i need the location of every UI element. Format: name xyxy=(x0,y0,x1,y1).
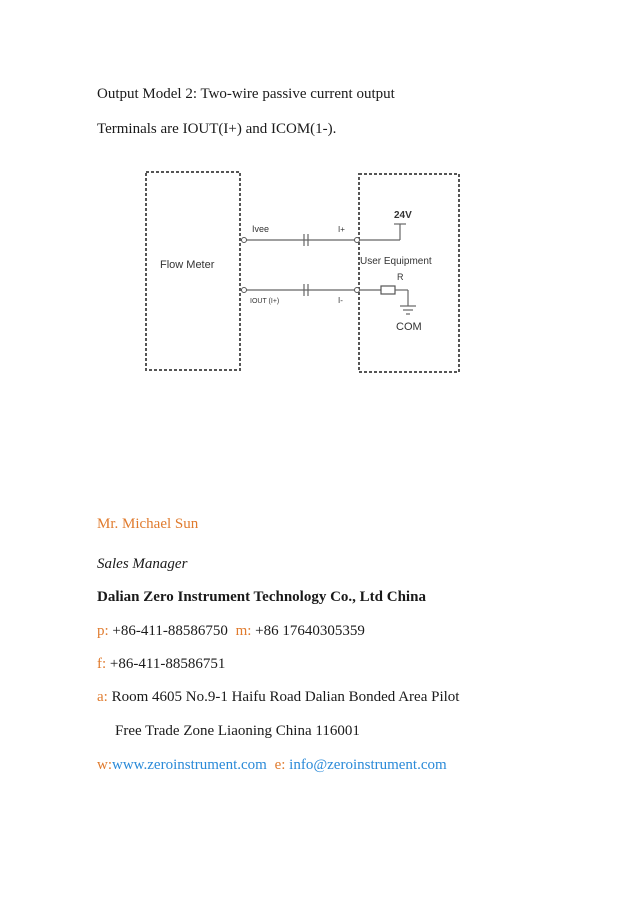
i-minus-label: I- xyxy=(338,296,343,305)
ivcc-label: Ivee xyxy=(252,224,270,234)
intro-line-1: Output Model 2: Two-wire passive current output xyxy=(97,86,395,102)
resistor-label: R xyxy=(397,272,404,282)
i-plus-label: I+ xyxy=(338,225,345,234)
address-line-2: Free Trade Zone Liaoning China 116001 xyxy=(115,723,360,739)
com-label: COM xyxy=(396,321,422,333)
company-name: Dalian Zero Instrument Technology Co., Ltd China xyxy=(97,589,426,605)
contact-title: Sales Manager xyxy=(97,556,188,572)
wiring-diagram xyxy=(140,162,465,384)
email-link[interactable]: info@zeroinstrument.com xyxy=(289,757,447,773)
phone-label: p: xyxy=(97,623,109,639)
fax-value: +86-411-88586751 xyxy=(109,656,226,672)
mobile-value: +86 17640305359 xyxy=(255,623,365,639)
email-label: e: xyxy=(274,757,286,773)
fax-label: f: xyxy=(97,656,107,672)
v24-label: 24V xyxy=(394,210,412,221)
fax-line xyxy=(97,656,225,673)
web-link[interactable]: www.zeroinstrument.com xyxy=(112,757,267,773)
iout-label: IOUT (I+) xyxy=(250,298,280,305)
intro-line-2: Terminals are IOUT(I+) and ICOM(1-). xyxy=(97,121,337,137)
mobile-label: m: xyxy=(235,623,252,639)
web-label: w: xyxy=(97,757,112,773)
address-label: a: xyxy=(97,689,108,705)
user-equipment-box xyxy=(359,174,459,372)
phone-line xyxy=(97,623,365,640)
contact-name: Mr. Michael Sun xyxy=(97,516,199,532)
web-line xyxy=(97,757,447,774)
flow-meter-label: Flow Meter xyxy=(160,259,215,271)
address-value-1: Room 4605 No.9-1 Haifu Road Dalian Bonded Area Pilot xyxy=(111,689,460,705)
flow-meter-box xyxy=(146,172,240,370)
address-line-1 xyxy=(97,689,459,706)
phone-value: +86-411-88586750 xyxy=(112,623,228,639)
user-equipment-label: User Equipment xyxy=(360,256,432,267)
resistor xyxy=(381,286,395,294)
